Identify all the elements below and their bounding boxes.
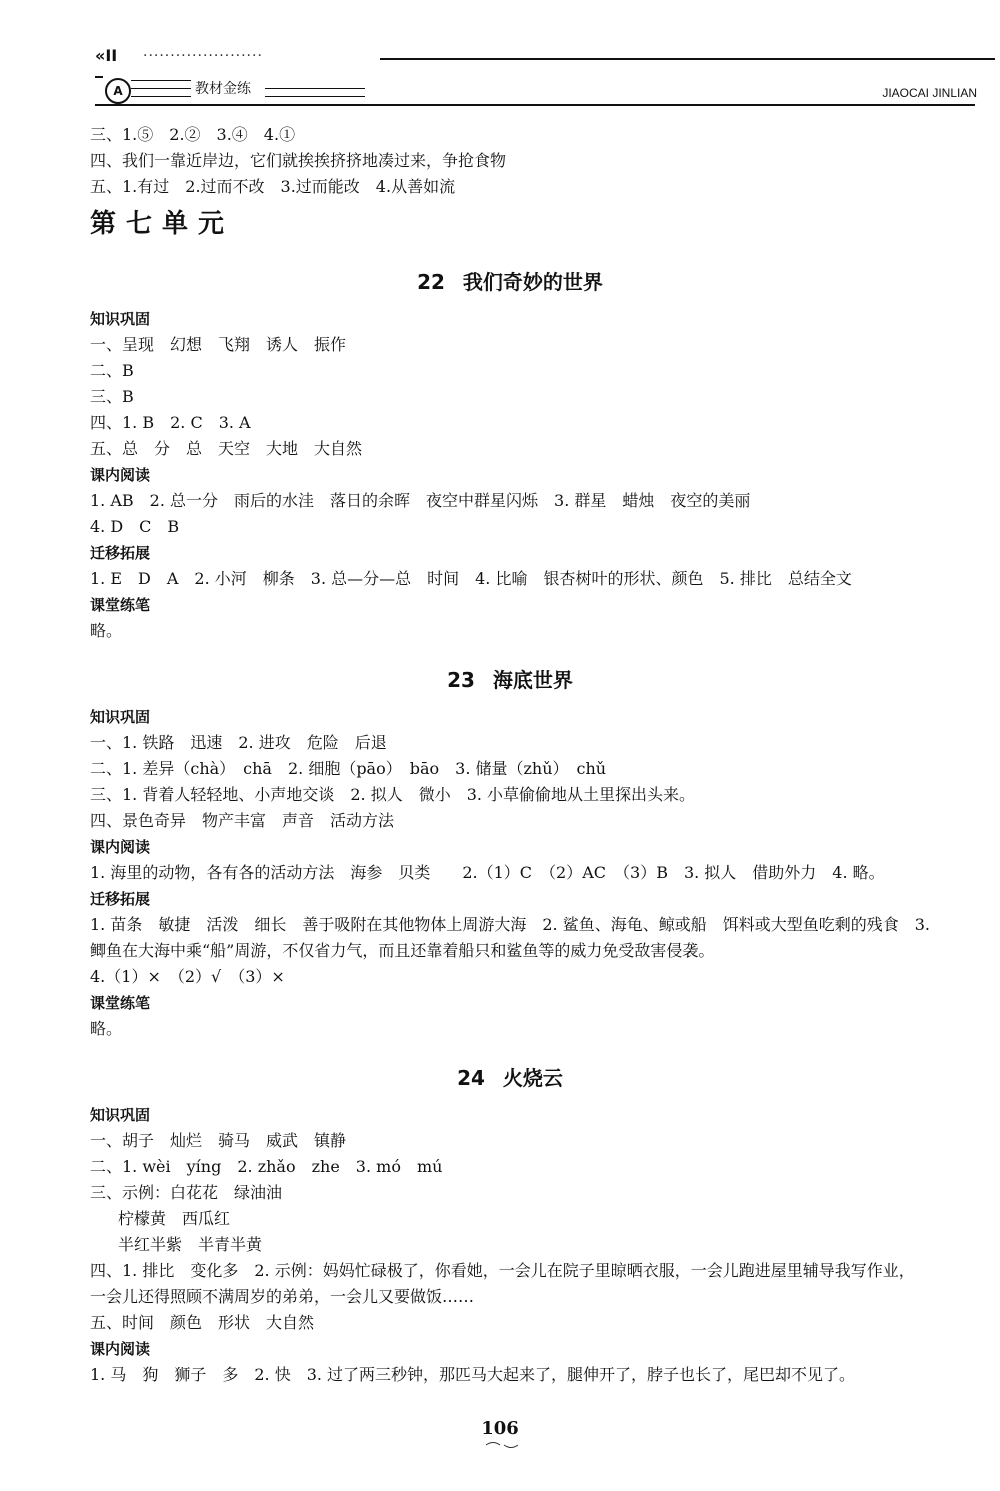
answer-line: 五、1.有过 2.过而不改 3.过而能改 4.从善如流 xyxy=(90,177,456,196)
header-rule xyxy=(265,96,365,97)
header-rule xyxy=(95,76,103,78)
header-top-rule xyxy=(380,58,995,60)
answer-line: 四、1. 排比 变化多 2. 示例：妈妈忙碌极了，你看她，一会儿在院子里晾晒衣服，一会儿跑进屋里辅导我写作业，一会儿还得照顾不满周岁的弟弟，一会儿又要做饭…… xyxy=(90,1261,915,1306)
answer-line: 三、B xyxy=(90,387,134,406)
answer-line: 1. AB 2. 总一分 雨后的水洼 落日的余晖 夜空中群星闪烁 3. 群星 蜡烛 夜空的美丽 xyxy=(90,491,751,510)
section-heading: 课内阅读 xyxy=(90,1340,151,1358)
page-number-ornament-icon xyxy=(484,1440,520,1453)
section-heading: 迁移拓展 xyxy=(90,544,151,562)
book-title: 教材金练 xyxy=(195,81,251,97)
answer-line: 一、胡子 灿烂 骑马 威武 镇静 xyxy=(90,1131,347,1150)
answer-line: 1. E D A 2. 小河 柳条 3. 总—分—总 时间 4. 比喻 银杏树叶的形状、颜色 5. 排比 总结全文 xyxy=(90,569,852,588)
section-heading: 迁移拓展 xyxy=(90,890,151,908)
header-bottom-rule xyxy=(95,104,975,106)
header-rule xyxy=(131,96,191,97)
answer-line: 五、总 分 总 天空 大地 大自然 xyxy=(90,439,363,458)
answer-line: 三、1. 背着人轻轻地、小声地交谈 2. 拟人 微小 3. 小草偷偷地从土里探出头来。 xyxy=(90,785,696,804)
page-header xyxy=(95,40,995,110)
unit-title: 第七单元 xyxy=(90,209,235,239)
answer-line: 一、1. 铁路 迅速 2. 进攻 危险 后退 xyxy=(90,733,387,752)
book-title-english: JIAOCAI JINLIAN xyxy=(882,86,977,100)
lesson-title xyxy=(90,1058,930,1098)
lesson-number: 23 xyxy=(447,668,475,692)
header-rule xyxy=(131,80,191,81)
answer-line: 二、1. wèi yíng 2. zhǎo zhe 3. mó mú xyxy=(90,1157,443,1176)
answer-line: 柠檬黄 西瓜红 xyxy=(118,1209,231,1228)
answer-line: 半红半紫 半青半黄 xyxy=(118,1235,263,1254)
section-heading: 知识巩固 xyxy=(90,310,151,328)
answer-line: 略。 xyxy=(90,621,123,640)
answer-line: 四、我们一靠近岸边，它们就挨挨挤挤地凑过来，争抢食物 xyxy=(90,151,507,170)
answer-line: 一、呈现 幻想 飞翔 诱人 振作 xyxy=(90,335,347,354)
answer-content xyxy=(90,122,930,1388)
answer-line: 1. 马 狗 狮子 多 2. 快 3. 过了两三秒钟，那匹马大起来了，腿伸开了，脖子也长了，尾巴却不见了。 xyxy=(90,1365,856,1384)
section-heading: 课内阅读 xyxy=(90,838,151,856)
answer-line: 三、1.⑤ 2.② 3.④ 4.① xyxy=(90,125,296,144)
lesson-name: 海底世界 xyxy=(492,668,573,692)
logo-circle-icon: A xyxy=(105,78,131,104)
answer-line: 4. D C B xyxy=(90,517,180,536)
lesson-number: 24 xyxy=(457,1066,485,1090)
lesson-name: 火烧云 xyxy=(502,1066,563,1090)
answer-line: 三、示例：白花花 绿油油 xyxy=(90,1183,283,1202)
header-rule xyxy=(265,88,365,89)
section-heading: 课堂练笔 xyxy=(90,596,151,614)
lesson-name: 我们奇妙的世界 xyxy=(462,270,603,294)
section-heading: 课堂练笔 xyxy=(90,994,151,1012)
lesson-number: 22 xyxy=(417,270,445,294)
answer-line: 四、1. B 2. C 3. A xyxy=(90,413,251,432)
page-number: 106 xyxy=(481,1418,519,1439)
answer-line: 二、1. 差异（chà） chā 2. 细胞（pāo） bāo 3. 储量（zhǔ） chǔ xyxy=(90,759,607,778)
lesson-title xyxy=(90,262,930,302)
section-heading: 知识巩固 xyxy=(90,1106,151,1124)
section-heading: 课内阅读 xyxy=(90,466,151,484)
answer-line: 略。 xyxy=(90,1019,123,1038)
answer-line: 1. 海里的动物，各有各的活动方法 海参 贝类 2.（1）C （2）AC （3）B 3. 拟人 借助外力 4. 略。 xyxy=(90,863,885,882)
header-rule xyxy=(131,88,191,89)
answer-line: 二、B xyxy=(90,361,134,380)
answer-line: 五、时间 颜色 形状 大自然 xyxy=(90,1313,315,1332)
answer-line: 1. 苗条 敏捷 活泼 细长 善于吸附在其他物体上周游大海 2. 鲨鱼、海龟、鲸或船 饵料或大型鱼吃剩的残食 3. 鲫鱼在大海中乘“船”周游，不仅省力气，而且还靠着船只和鲨鱼等的威力免受敌害侵袭。 xyxy=(90,915,930,960)
answer-line: 四、景色奇异 物产丰富 声音 活动方法 xyxy=(90,811,395,830)
answer-line: 4.（1）× （2）√ （3）× xyxy=(90,967,285,986)
section-heading: 知识巩固 xyxy=(90,708,151,726)
lesson-title xyxy=(90,660,930,700)
header-arrows: «II xyxy=(95,46,118,65)
header-dots: ...................... xyxy=(143,44,263,60)
